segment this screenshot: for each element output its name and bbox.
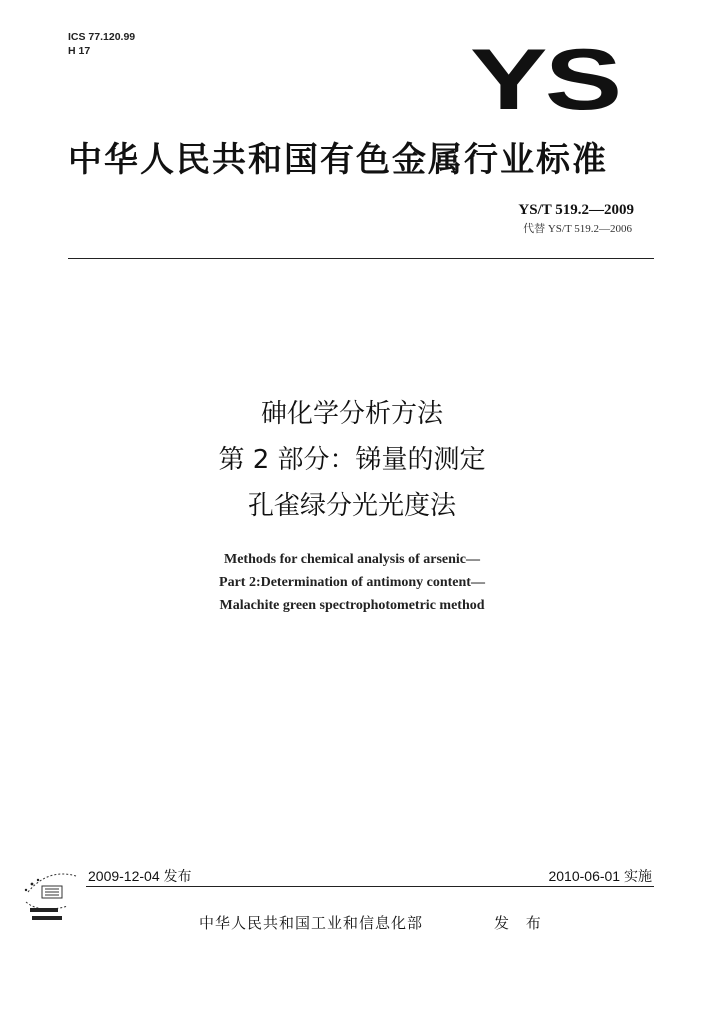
title-cn-line2: 第 2 部分：锑量的测定 (218, 445, 486, 475)
ys-logo: YS (470, 32, 620, 128)
issue-date: 2009-12-04 发布 (88, 868, 192, 884)
title-cn-line3: 孔雀绿分光光度法 (247, 491, 456, 521)
issuing-authority: 中华人民共和国工业和信息化部 (199, 914, 424, 932)
standard-number: YS/T 519.2—2009 (518, 202, 634, 218)
header-divider (68, 258, 654, 259)
implementation-date: 2010-06-01 实施 (548, 868, 652, 884)
replaces-standard: 代替 YS/T 519.2—2006 (523, 223, 632, 235)
stamp-seal-icon (18, 862, 90, 934)
title-cn-line1: 砷化学分析方法 (260, 399, 443, 429)
title-en-line2: Part 2:Determination of antimony content— (219, 575, 485, 590)
industry-standard-title: 中华人民共和国有色金属行业标准 (68, 140, 608, 180)
classification-codes (68, 30, 135, 58)
ics-code: ICS 77.120.99 (68, 31, 136, 43)
issue-verb: 发 布 (494, 914, 547, 932)
footer-divider (86, 886, 654, 887)
ccs-code: H 17 (68, 45, 91, 57)
title-en-line3: Malachite green spectrophotometric method (219, 598, 485, 613)
title-en-line1: Methods for chemical analysis of arsenic— (224, 552, 480, 567)
